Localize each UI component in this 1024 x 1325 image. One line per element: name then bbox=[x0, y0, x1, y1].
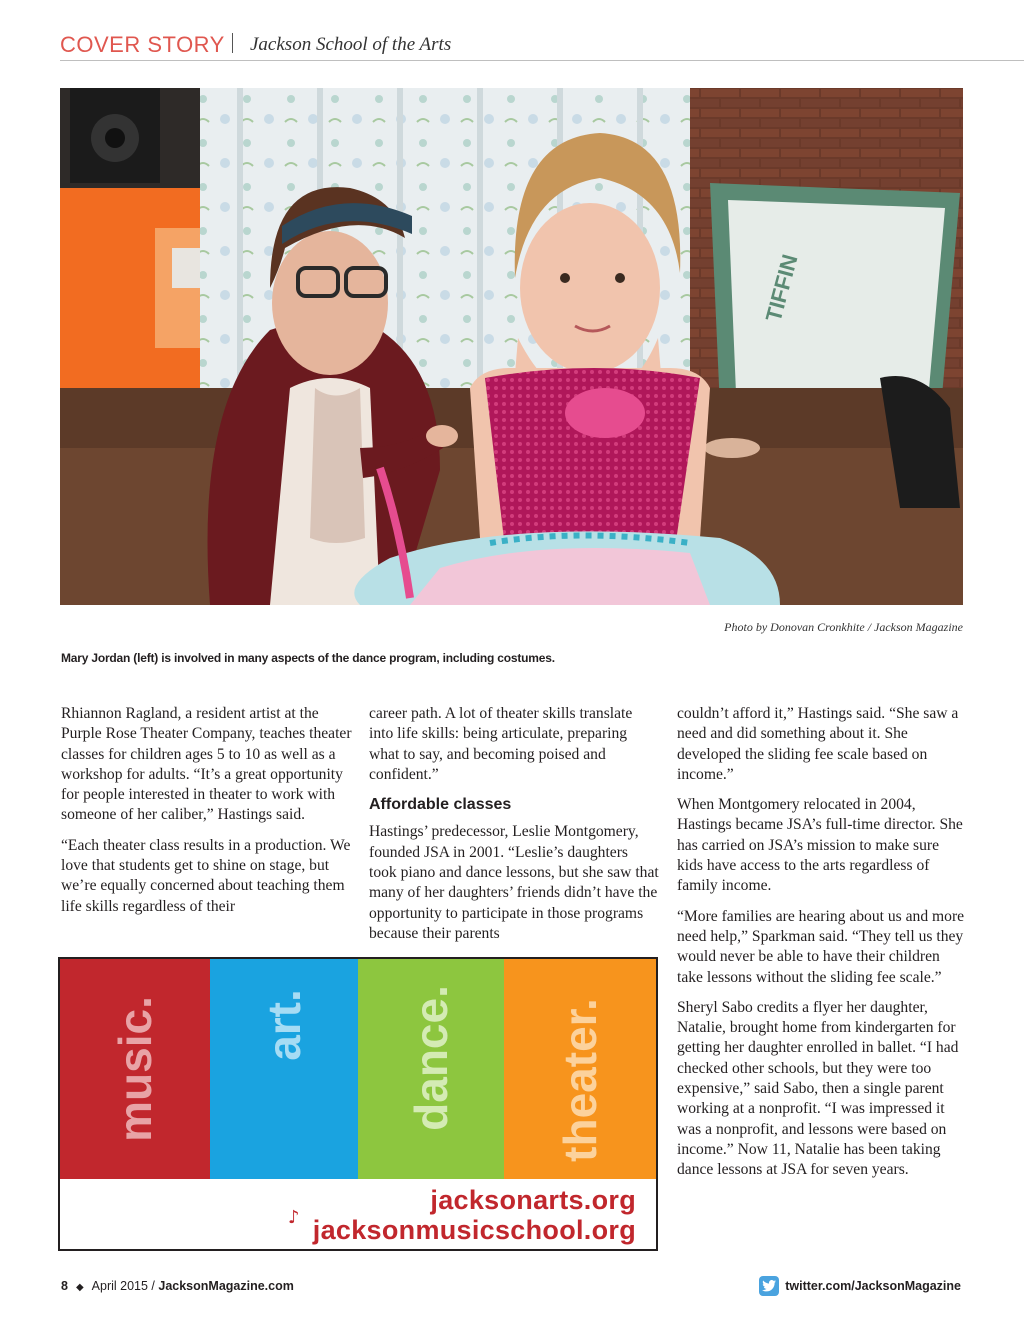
section-title: Jackson School of the Arts bbox=[250, 34, 452, 55]
ad-band-label: dance. bbox=[405, 985, 457, 1131]
music-note-icon: ♪ bbox=[288, 1207, 300, 1228]
section-label: COVER STORY bbox=[60, 32, 225, 57]
article-column-2 bbox=[369, 704, 659, 954]
paragraph: “Each theater class results in a production. We love that students get to shine on stage, but we’re equally concerned about teaching them life skills regardless of their bbox=[61, 836, 351, 915]
ad-url-music-school[interactable]: jacksonmusicschool.org bbox=[312, 1215, 636, 1245]
page-number: 8 bbox=[61, 1279, 68, 1293]
article-column-1 bbox=[61, 704, 353, 927]
ad-url-arts[interactable]: jacksonarts.org bbox=[430, 1185, 636, 1215]
paragraph: career path. A lot of theater skills translate into life skills: being articulate, preparing what to say, and becoming poised and confident.” bbox=[369, 705, 633, 783]
cover-photo bbox=[60, 88, 963, 605]
paragraph: Hastings’ predecessor, Leslie Montgomery, founded JSA in 2001. “Leslie’s daughters took piano and dance lessons, but she saw that many of her daughters’ friends didn’t have the opportunity to participate in those programs because their parents bbox=[369, 823, 659, 942]
photo-credit: Photo by Donovan Cronkhite / Jackson Magazine bbox=[724, 620, 963, 634]
ad-band-dance bbox=[358, 959, 504, 1179]
paragraph: When Montgomery relocated in 2004, Hastings became JSA’s full-time director. She has carried on JSA’s mission to make sure kids have access to the arts regardless of family income. bbox=[677, 796, 963, 895]
paragraph: “More families are hearing about us and more need help,” Sparkman said. “They tell us they would never be able to have their children take lessons without the sliding fee scale.” bbox=[677, 907, 965, 986]
ad-band-theater bbox=[504, 959, 656, 1179]
ad-band-music bbox=[60, 959, 210, 1179]
paragraph: couldn’t afford it,” Hastings said. “She saw a need and did something about it. She developed the sliding fee scale based on income.” bbox=[677, 705, 959, 783]
ad-band-label: art. bbox=[258, 989, 310, 1061]
page-header bbox=[60, 30, 1024, 61]
twitter-handle[interactable] bbox=[759, 1275, 961, 1297]
article-column-3 bbox=[677, 704, 967, 1191]
subheading: Affordable classes bbox=[369, 796, 512, 814]
paragraph: Sheryl Sabo credits a flyer her daughter, Natalie, brought home from kindergarten for getting her daughter enrolled in ballet. “I had checked other schools, but they were too expensive,” said Sabo, then a single parent working at a nonprofit. “I was impressed it was a nonprofit, and lessons were based on income.” Now 11, Natalie has been taking dance lessons at JSA for seven years. bbox=[677, 998, 959, 1179]
page-footer bbox=[61, 1279, 294, 1293]
ad-band-label: music. bbox=[109, 996, 161, 1142]
twitter-label: twitter.com/JacksonMagazine bbox=[785, 1279, 961, 1293]
header-divider bbox=[232, 33, 233, 53]
photo-illustration bbox=[60, 88, 963, 605]
issue-date: April 2015 / bbox=[91, 1279, 159, 1293]
diamond-icon: ◆ bbox=[75, 1282, 84, 1293]
photo-caption: Mary Jordan (left) is involved in many aspects of the dance program, including costumes. bbox=[61, 651, 555, 665]
jsa-advertisement[interactable] bbox=[58, 957, 658, 1251]
twitter-icon bbox=[759, 1276, 779, 1296]
paragraph: Rhiannon Ragland, a resident artist at the Purple Rose Theater Company, teaches theater classes for children ages 5 to 10 as well as a workshop for adults. “It’s a great opportunity for people interested in theater to work with someone of her caliber,” Hastings said. bbox=[61, 705, 352, 824]
ad-band-label: theater. bbox=[554, 998, 606, 1162]
ad-band-art bbox=[210, 959, 358, 1179]
sign-text: TIFFIN bbox=[760, 251, 803, 325]
website-link[interactable]: JacksonMagazine.com bbox=[158, 1279, 294, 1293]
